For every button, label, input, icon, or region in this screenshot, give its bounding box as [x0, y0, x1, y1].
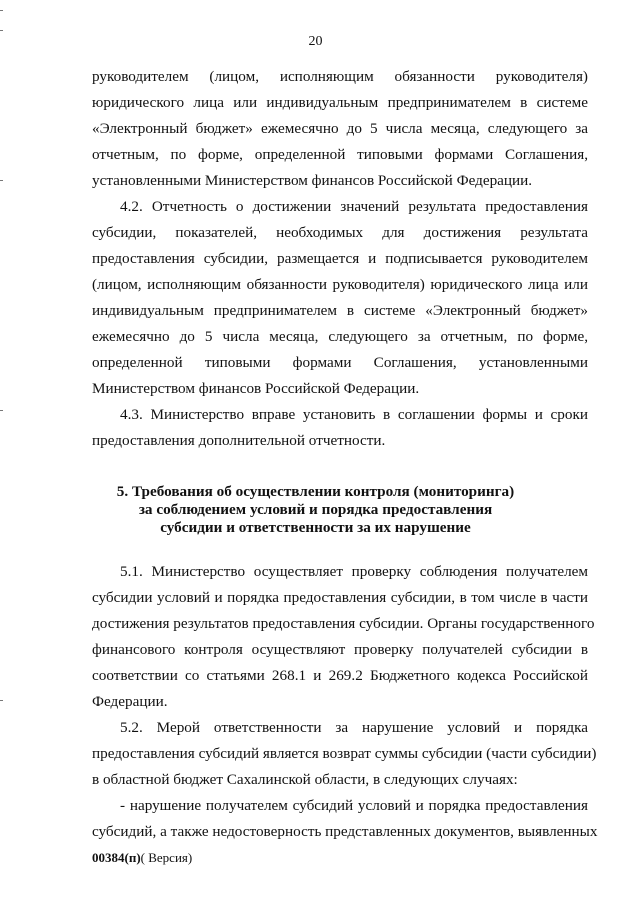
- text-line: предоставления субсидий является возврат суммы субсидии (части субсидии): [92, 745, 597, 762]
- scan-edge-mark: [0, 10, 3, 11]
- text-line: в областной бюджет Сахалинской области, в следующих случаях:: [92, 771, 518, 788]
- scan-edge-mark: [0, 700, 3, 701]
- text-line: руководителем (лицом, исполняющим обязанности руководителя): [92, 68, 588, 85]
- text-line: установленными Министерством финансов Российской Федерации.: [92, 172, 533, 189]
- text-line: (лицом, исполняющим обязанности руководителя) юридического лица или: [92, 276, 588, 293]
- section-heading: за соблюдением условий и порядка предоставления: [138, 501, 493, 518]
- section-heading: 5. Требования об осуществлении контроля (мониторинга): [116, 483, 515, 500]
- document-code: 00384(п): [92, 850, 141, 865]
- text-line: Министерством финансов Российской Федерации.: [92, 380, 420, 397]
- scan-edge-mark: [0, 180, 3, 181]
- scan-edge-mark: [0, 410, 3, 411]
- text-line: «Электронный бюджет» ежемесячно до 5 числа месяца, следующего за: [92, 120, 588, 137]
- text-line: 5.1. Министерство осуществляет проверку соблюдения получателем: [120, 563, 588, 580]
- text-line: ежемесячно до 5 числа месяца, следующего за отчетным, по форме,: [92, 328, 588, 345]
- text-line: 4.2. Отчетность о достижении значений результата предоставления: [120, 198, 588, 215]
- document-version: ( Версия): [140, 850, 193, 865]
- text-line: предоставления субсидии, размещается и подписывается руководителем: [92, 250, 588, 267]
- text-line: 5.2. Мерой ответственности за нарушение условий и порядка: [120, 719, 588, 736]
- text-line: соответствии со статьями 268.1 и 269.2 Бюджетного кодекса Российской: [92, 667, 588, 684]
- text-line: субсидий, а также недостоверность представленных документов, выявленных: [92, 823, 598, 840]
- text-line: достижения результатов предоставления субсидии. Органы государственного: [92, 615, 595, 632]
- text-line: предоставления дополнительной отчетности.: [92, 432, 386, 449]
- document-footer: [92, 850, 192, 866]
- section-heading: субсидии и ответственности за их нарушение: [160, 519, 471, 536]
- text-line: Федерации.: [92, 693, 168, 710]
- text-line: субсидии, показателей, необходимых для достижения результата: [92, 224, 588, 241]
- text-line: - нарушение получателем субсидий условий и порядка предоставления: [120, 797, 588, 814]
- text-line: индивидуальным предпринимателем в системе «Электронный бюджет»: [92, 302, 588, 319]
- text-line: отчетным, по форме, определенной типовыми формами Соглашения,: [92, 146, 588, 163]
- page-number: 20: [308, 34, 323, 49]
- text-line: 4.3. Министерство вправе установить в соглашении формы и сроки: [120, 406, 588, 423]
- text-line: субсидии условий и порядка предоставления субсидии, в том числе в части: [92, 589, 588, 606]
- scan-edge-mark: [0, 30, 3, 31]
- text-line: финансового контроля осуществляют проверку получателей субсидии в: [92, 641, 588, 658]
- text-line: юридического лица или индивидуальным предпринимателем в системе: [92, 94, 588, 111]
- text-line: определенной типовыми формами Соглашения, установленными: [92, 354, 588, 371]
